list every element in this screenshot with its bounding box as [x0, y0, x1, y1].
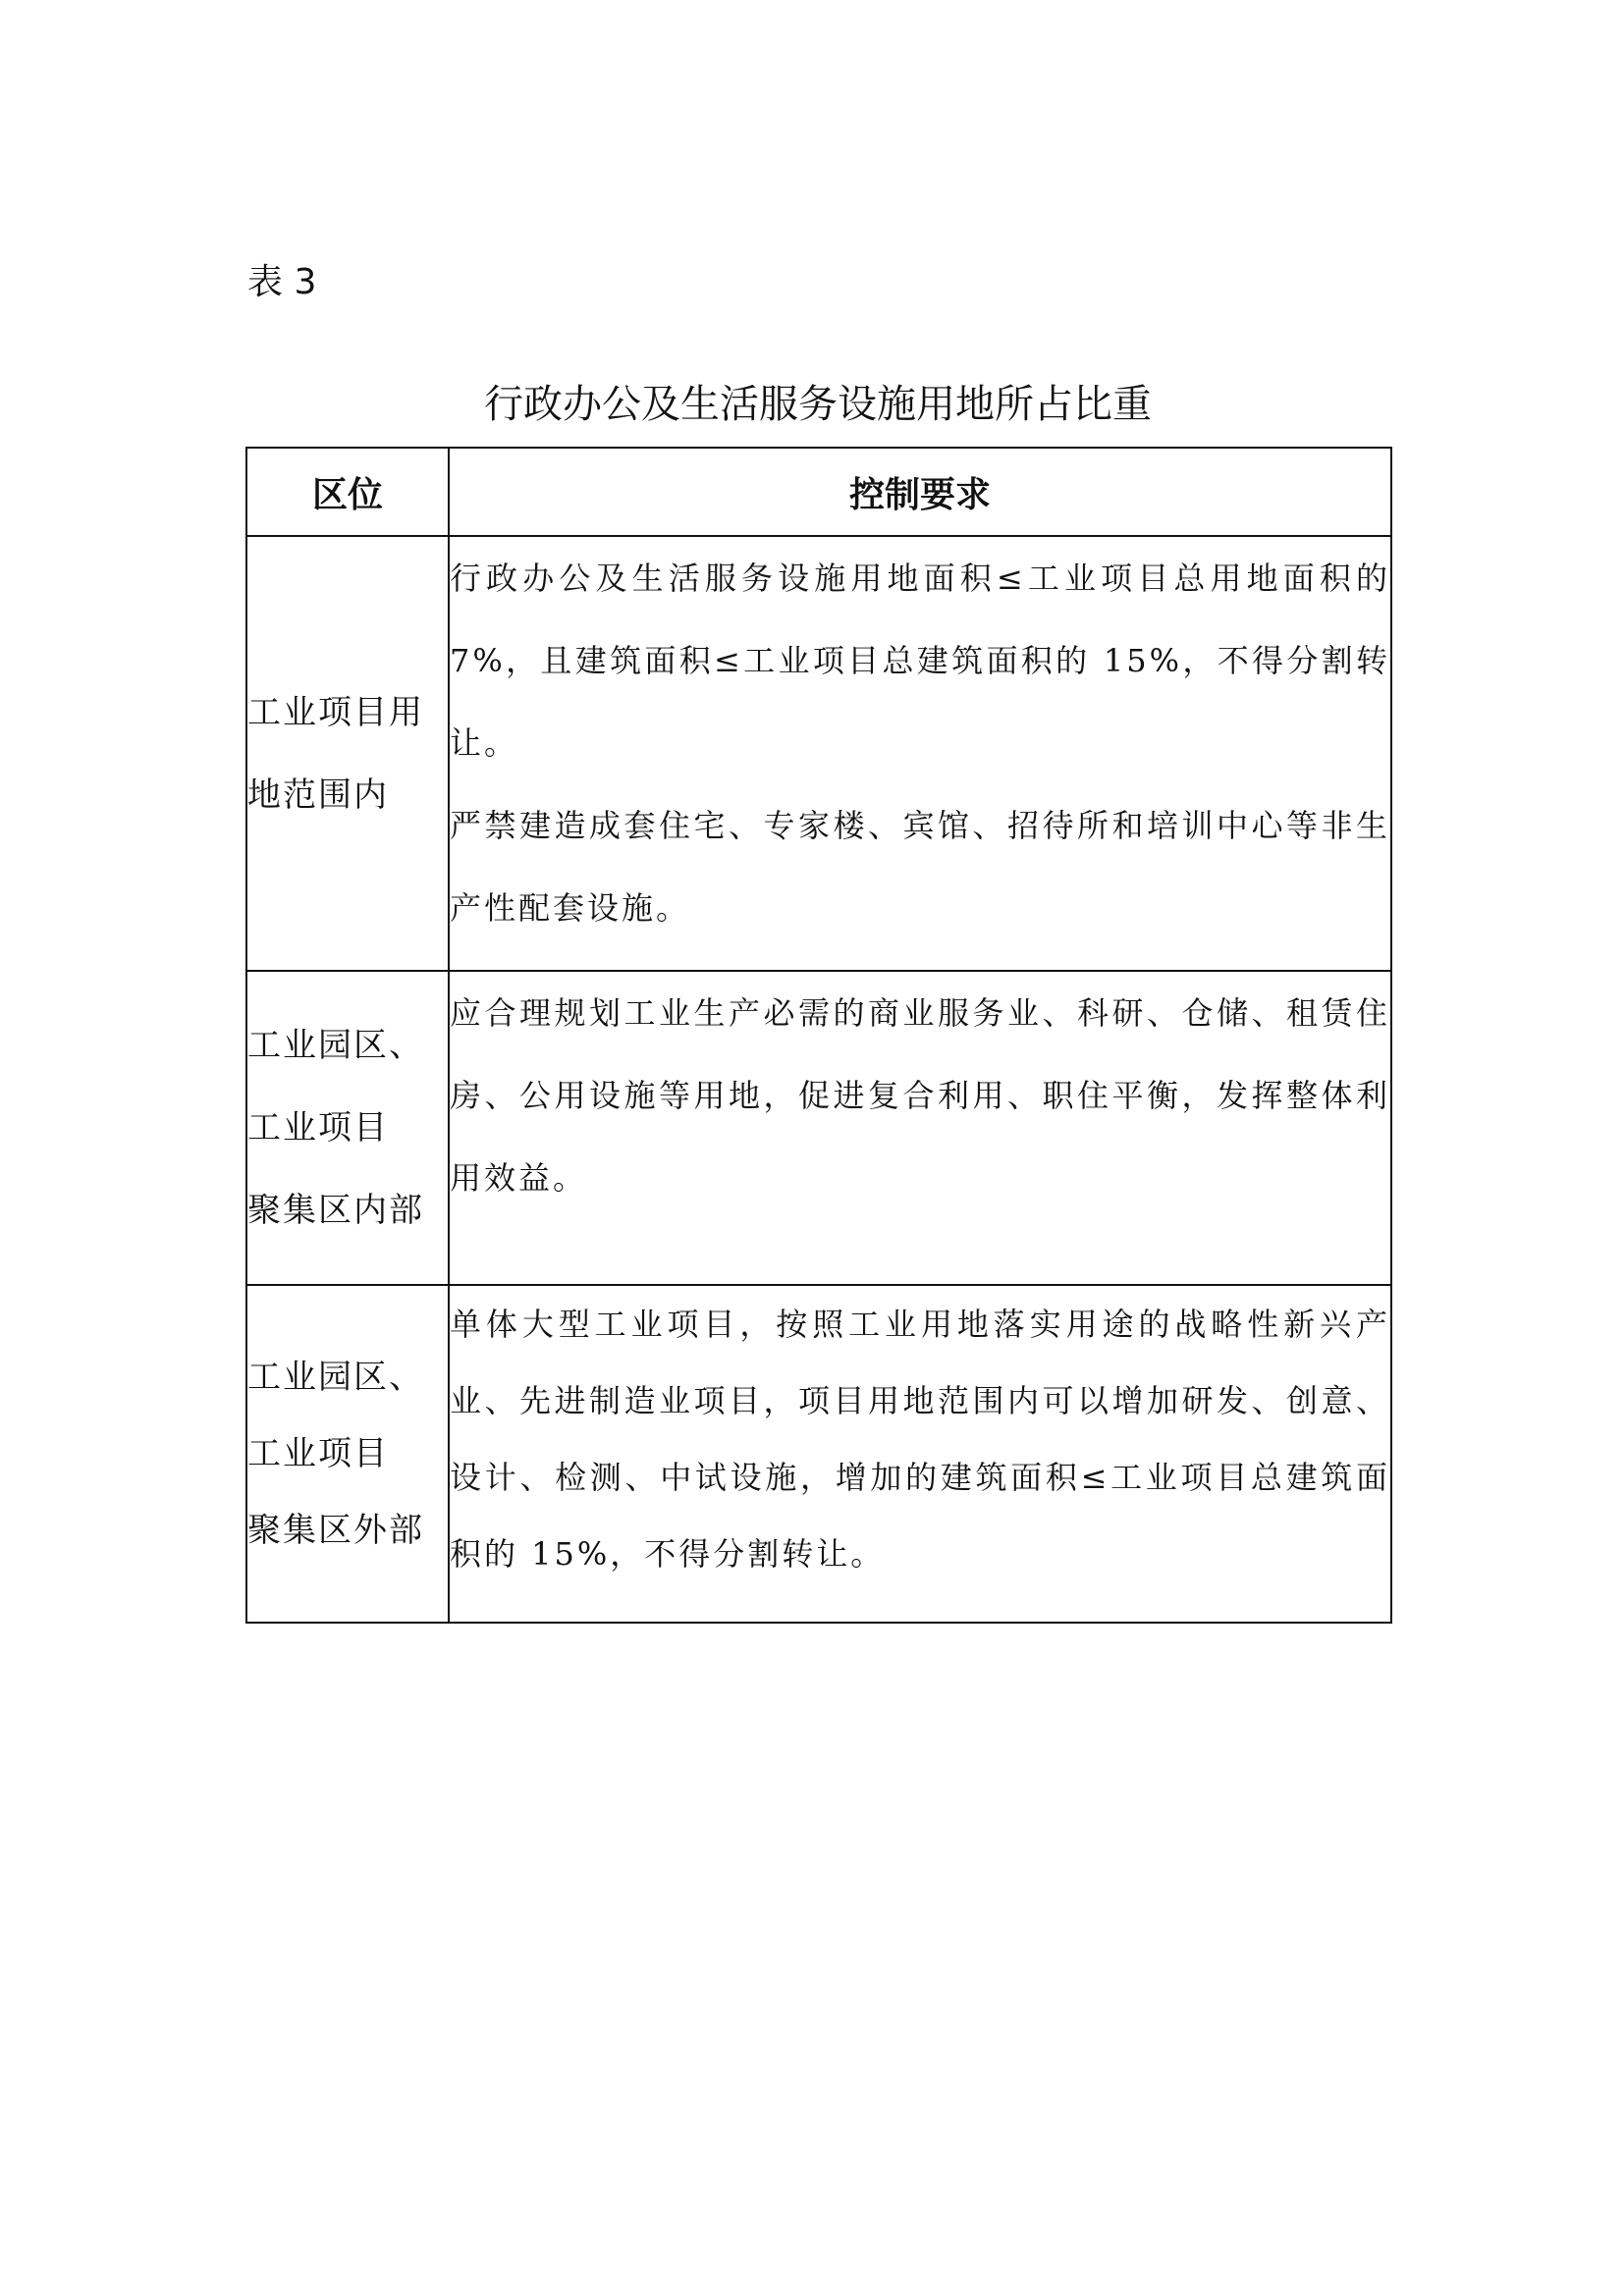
zone-line: 工业园区、: [247, 1026, 424, 1065]
requirement-cell: [449, 971, 1391, 1285]
zone-line: 工业项目: [247, 1108, 389, 1148]
zone-line: 工业项目用: [247, 692, 424, 732]
header-requirement: 控制要求: [449, 448, 1391, 536]
requirement-paragraph: 单体大型工业项目，按照工业用地落实用途的战略性新兴产业、先进制造业项目，项目用地范围内可以增加研发、创意、设计、检测、中试设施，增加的建筑面积≤工业项目总建筑面积的 15%，不得分割转让。: [450, 1306, 1390, 1573]
requirements-table: [245, 447, 1392, 1624]
table-row: [246, 536, 1391, 971]
requirement-paragraph: 应合理规划工业生产必需的商业服务业、科研、仓储、租赁住房、公用设施等用地，促进复合利用、职住平衡，发挥整体利用效益。: [450, 994, 1390, 1197]
document-title: 行政办公及生活服务设施用地所占比重: [484, 382, 1152, 427]
requirement-cell: [449, 536, 1391, 971]
table-label: 表 3: [247, 262, 317, 302]
requirement-paragraph: 严禁建造成套住宅、专家楼、宾馆、招待所和培训中心等非生产性配套设施。: [450, 807, 1390, 927]
zone-line: 聚集区外部: [247, 1511, 424, 1550]
zone-cell: [246, 971, 449, 1285]
table-row: [246, 1285, 1391, 1623]
requirement-paragraph: 行政办公及生活服务设施用地面积≤工业项目总用地面积的 7%，且建筑面积≤工业项目总建筑面积的 15%，不得分割转让。: [450, 560, 1390, 762]
header-zone: 区位: [246, 448, 449, 536]
table-row: [246, 971, 1391, 1285]
zone-line: 工业项目: [247, 1434, 389, 1473]
zone-cell: [246, 536, 449, 971]
zone-line: 聚集区内部: [247, 1191, 424, 1230]
zone-line: 工业园区、: [247, 1358, 424, 1397]
requirement-cell: [449, 1285, 1391, 1623]
table-header-row: [246, 448, 1391, 536]
zone-line: 地范围内: [247, 774, 389, 815]
zone-cell: [246, 1285, 449, 1623]
